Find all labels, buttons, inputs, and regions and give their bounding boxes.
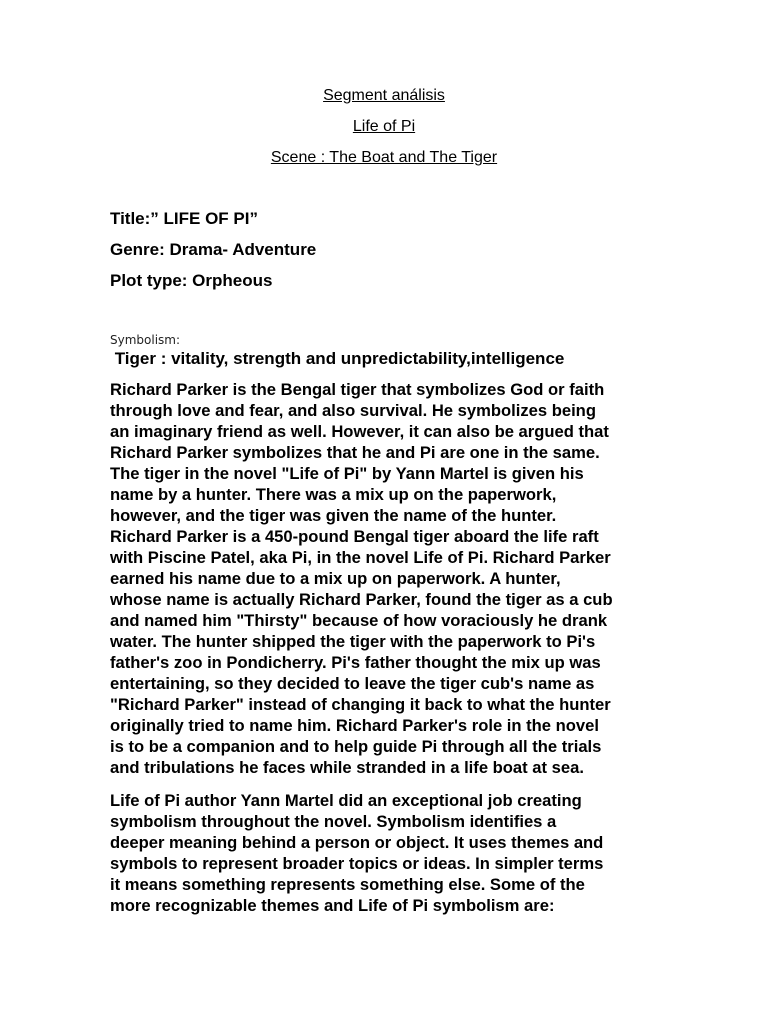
paragraph-line: it means something represents something else. Some of the <box>110 875 585 894</box>
paragraph-line: whose name is actually Richard Parker, found the tiger as a cub <box>110 590 613 609</box>
paragraph-line: Richard Parker is a 450-pound Bengal tiger aboard the life raft <box>110 527 599 546</box>
genre-line: Genre: Drama- Adventure <box>110 240 317 259</box>
paragraph-symbolism-overview <box>110 790 670 916</box>
paragraph-line: Life of Pi author Yann Martel did an exceptional job creating <box>110 791 582 810</box>
paragraph-line: is to be a companion and to help guide Pi through all the trials <box>110 737 602 756</box>
paragraph-line: earned his name due to a mix up on paperwork. A hunter, <box>110 569 561 588</box>
paragraph-line: symbols to represent broader topics or ideas. In simpler terms <box>110 854 604 873</box>
paragraph-line: The tiger in the novel "Life of Pi" by Yann Martel is given his <box>110 464 584 483</box>
plot-type-line: Plot type: Orpheous <box>110 271 273 290</box>
paragraph-line: with Piscine Patel, aka Pi, in the novel Life of Pi. Richard Parker <box>110 548 611 567</box>
paragraph-line: deeper meaning behind a person or object. It uses themes and <box>110 833 604 852</box>
paragraph-line: an imaginary friend as well. However, it can also be argued that <box>110 422 609 441</box>
paragraph-line: name by a hunter. There was a mix up on the paperwork, <box>110 485 557 504</box>
paragraph-line: more recognizable themes and Life of Pi symbolism are: <box>110 896 555 915</box>
paragraph-line: "Richard Parker" instead of changing it back to what the hunter <box>110 695 611 714</box>
book-heading: Life of Pi <box>352 118 416 135</box>
scene-heading: Scene : The Boat and The Tiger <box>270 149 498 166</box>
paragraph-richard-parker <box>110 379 670 778</box>
paragraph-line: father's zoo in Pondicherry. Pi's father thought the mix up was <box>110 653 601 672</box>
paragraph-line: originally tried to name him. Richard Parker's role in the novel <box>110 716 599 735</box>
paragraph-line: however, and the tiger was given the name of the hunter. <box>110 506 557 525</box>
paragraph-line: water. The hunter shipped the tiger with the paperwork to Pi's <box>110 632 596 651</box>
symbolism-label: Symbolism: <box>110 333 181 347</box>
paragraph-line: entertaining, so they decided to leave the tiger cub's name as <box>110 674 595 693</box>
paragraph-line: through love and fear, and also survival. He symbolizes being <box>110 401 596 420</box>
paragraph-line: symbolism throughout the novel. Symbolism identifies a <box>110 812 557 831</box>
paragraph-line: and named him "Thirsty" because of how voraciously he drank <box>110 611 608 630</box>
segment-heading: Segment análisis <box>323 87 445 104</box>
paragraph-line: Richard Parker symbolizes that he and Pi are one in the same. <box>110 443 600 462</box>
paragraph-line: Richard Parker is the Bengal tiger that symbolizes God or faith <box>110 380 605 399</box>
tiger-symbolism-line: Tiger : vitality, strength and unpredictability,intelligence <box>110 349 565 368</box>
title-line: Title:” LIFE OF PI” <box>110 209 258 228</box>
paragraph-line: and tribulations he faces while stranded in a life boat at sea. <box>110 758 584 777</box>
